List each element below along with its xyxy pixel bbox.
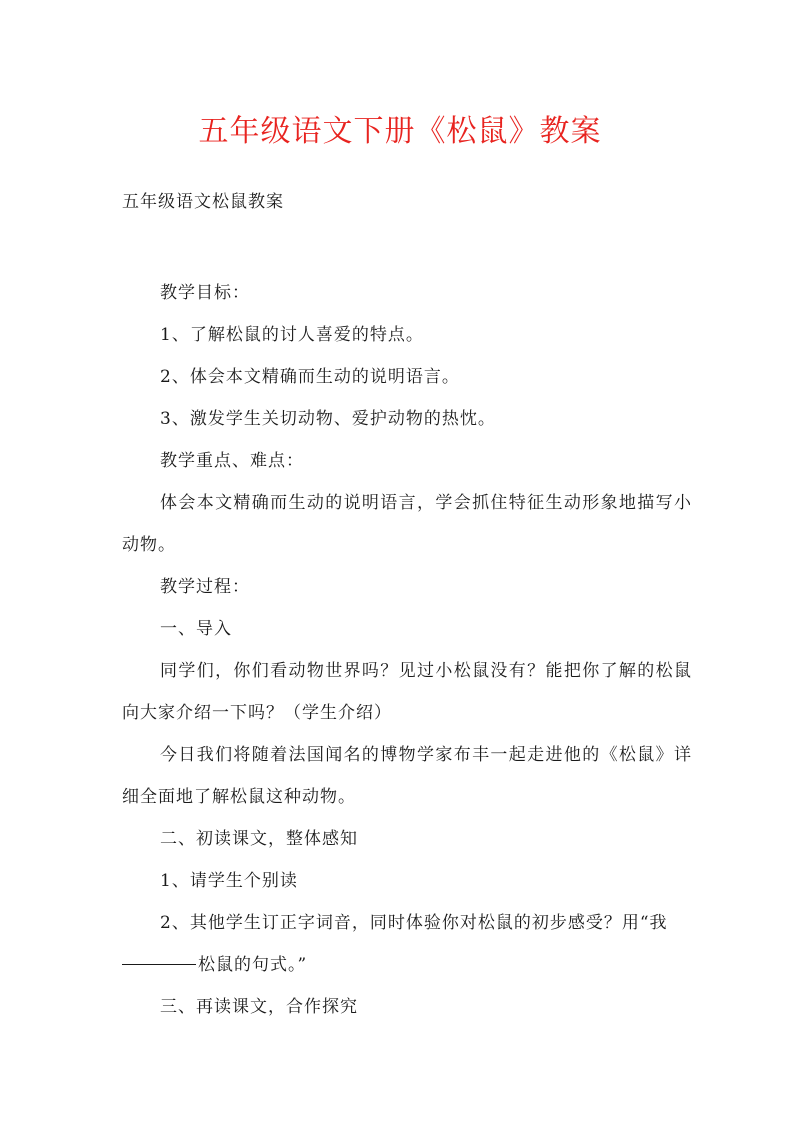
step-item: 1、请学生个别读 — [160, 871, 298, 891]
step-heading-second-reading: 三、再读课文，合作探究 — [160, 997, 358, 1017]
key-points-paragraph: 体会本文精确而生动的说明语言，学会抓住特征生动形象地描写小动物。 — [122, 493, 692, 555]
document-body — [122, 272, 692, 1028]
document-title: 五年级语文下册《松鼠》教案 — [198, 114, 602, 149]
section-heading-process: 教学过程： — [160, 577, 250, 597]
intro-paragraph: 同学们，你们看动物世界吗？见过小松鼠没有？能把你了解的松鼠向大家介绍一下吗？（学生介绍） — [122, 661, 692, 723]
objective-item: 2、体会本文精确而生动的说明语言。 — [160, 367, 460, 387]
section-heading-key-points: 教学重点、难点： — [160, 451, 304, 471]
objective-item: 3、激发学生关切动物、爱护动物的热忱。 — [160, 409, 496, 429]
section-heading-objectives: 教学目标： — [160, 283, 250, 303]
intro-paragraph: 今日我们将随着法国闻名的博物学家布丰一起走进他的《松鼠》详细全面地了解松鼠这种动物。 — [122, 745, 692, 807]
objective-item: 1、了解松鼠的讨人喜爱的特点。 — [160, 325, 424, 345]
document-subtitle: 五年级语文松鼠教案 — [122, 192, 284, 212]
step-heading-first-reading: 二、初读课文，整体感知 — [160, 829, 358, 849]
step-item: 2、其他学生订正字词音，同时体验你对松鼠的初步感受？用“我 — [160, 913, 668, 933]
step-heading-intro: 一、导入 — [160, 619, 232, 639]
step-item-continuation — [122, 944, 692, 986]
step-item-continuation-text: 松鼠的句式。” — [198, 955, 308, 975]
blank-line — [122, 964, 196, 965]
